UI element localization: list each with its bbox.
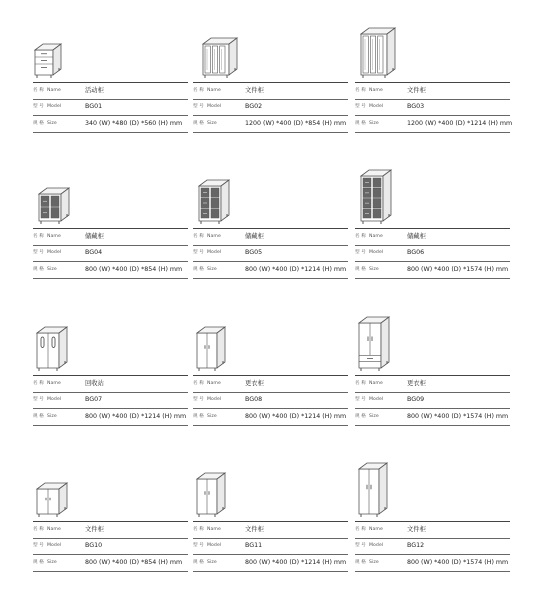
product-model: BG06 <box>407 249 425 256</box>
spec-row-name <box>33 521 188 538</box>
spec-row-model <box>33 392 188 409</box>
product-name: 储藏柜 <box>245 232 264 240</box>
spec-row-name <box>355 521 510 538</box>
product-name: 储藏柜 <box>85 232 104 240</box>
product-name: 储藏柜 <box>407 232 426 240</box>
drawer-storage-icon <box>39 188 69 224</box>
model-label: 型 号 Model <box>355 397 384 402</box>
name-label: 名 称 Name <box>33 233 61 239</box>
size-label: 规 格 Size <box>193 266 217 272</box>
name-label: 名 称 Name <box>193 87 221 93</box>
product-name: 活动柜 <box>85 86 104 94</box>
spec-row-size <box>355 115 513 133</box>
spec-row-name <box>193 375 348 392</box>
spec-row-name <box>33 82 188 99</box>
drawer-storage-icon <box>361 170 391 224</box>
model-label: 型 号 Model <box>193 543 222 548</box>
product-size: 800 (W) *400 (D) *854 (H) mm <box>85 265 183 273</box>
product-size: 1200 (W) *400 (D) *1214 (H) mm <box>407 119 513 127</box>
spec-row-size <box>33 261 188 279</box>
size-label: 规 格 Size <box>193 413 217 419</box>
product-model: BG09 <box>407 396 425 403</box>
spec-row-size <box>355 261 510 279</box>
model-label: 型 号 Model <box>193 104 222 109</box>
spec-row-model <box>33 99 188 116</box>
product-size: 800 (W) *400 (D) *1214 (H) mm <box>245 265 347 273</box>
product-name: 文件柜 <box>85 525 104 533</box>
name-label: 名 称 Name <box>33 380 61 386</box>
size-label: 规 格 Size <box>33 413 57 419</box>
size-label: 规 格 Size <box>355 413 379 419</box>
model-label: 型 号 Model <box>33 543 62 548</box>
spec-row-size <box>33 408 188 426</box>
product-model: BG07 <box>85 396 103 403</box>
recycle-cabinet-icon <box>37 327 67 371</box>
spec-row-size <box>193 554 348 572</box>
spec-row-name <box>33 228 188 245</box>
product-model: BG01 <box>85 103 103 110</box>
name-label: 名 称 Name <box>355 87 383 93</box>
product-size: 800 (W) *400 (D) *1214 (H) mm <box>85 412 187 420</box>
spec-row-model <box>193 538 348 555</box>
product-size: 800 (W) *400 (D) *854 (H) mm <box>85 558 183 566</box>
spec-table <box>33 82 188 133</box>
product-size: 800 (W) *400 (D) *1214 (H) mm <box>245 412 347 420</box>
name-label: 名 称 Name <box>355 233 383 239</box>
spec-row-size <box>355 554 510 572</box>
model-label: 型 号 Model <box>33 104 62 109</box>
product-model: BG10 <box>85 542 103 549</box>
product-name: 文件柜 <box>245 525 264 533</box>
spec-table <box>355 82 513 133</box>
model-label: 型 号 Model <box>355 543 384 548</box>
size-label: 规 格 Size <box>193 120 217 126</box>
spec-table <box>193 521 348 572</box>
product-size: 800 (W) *400 (D) *1574 (H) mm <box>407 265 509 273</box>
product-name: 回收站 <box>85 379 104 387</box>
product-name: 文件柜 <box>407 525 426 533</box>
product-model: BG12 <box>407 542 425 549</box>
size-label: 规 格 Size <box>193 559 217 565</box>
size-label: 规 格 Size <box>355 266 379 272</box>
spec-row-size <box>33 554 188 572</box>
model-label: 型 号 Model <box>33 397 62 402</box>
product-name: 更衣柜 <box>407 379 426 387</box>
name-label: 名 称 Name <box>33 526 61 532</box>
spec-table <box>33 375 188 426</box>
spec-table <box>193 375 348 426</box>
spec-row-model <box>193 245 348 262</box>
model-label: 型 号 Model <box>355 250 384 255</box>
spec-row-size <box>355 408 510 426</box>
wardrobe-with-drawer-icon <box>359 317 389 371</box>
spec-row-model <box>33 538 188 555</box>
product-size: 340 (W) *480 (D) *560 (H) mm <box>85 119 183 127</box>
product-model: BG05 <box>245 249 263 256</box>
size-label: 规 格 Size <box>355 120 379 126</box>
mobile-pedestal-icon <box>35 44 61 78</box>
spec-row-model <box>355 245 510 262</box>
spec-row-size <box>193 408 348 426</box>
size-label: 规 格 Size <box>33 120 57 126</box>
product-model: BG02 <box>245 103 263 110</box>
low-glass-bookcase-icon <box>203 38 237 78</box>
name-label: 名 称 Name <box>193 526 221 532</box>
name-label: 名 称 Name <box>33 87 61 93</box>
spec-row-size <box>193 261 348 279</box>
model-label: 型 号 Model <box>355 104 384 109</box>
spec-table <box>355 228 510 279</box>
spec-table <box>33 521 188 572</box>
product-size: 800 (W) *400 (D) *1214 (H) mm <box>245 558 347 566</box>
spec-row-model <box>355 99 510 116</box>
spec-row-model <box>355 392 510 409</box>
drawer-storage-icon <box>199 180 229 224</box>
spec-row-size <box>33 115 188 133</box>
product-size: 1200 (W) *400 (D) *854 (H) mm <box>245 119 347 127</box>
two-door-cabinet-icon <box>37 483 67 517</box>
spec-row-name <box>355 375 510 392</box>
product-model: BG04 <box>85 249 103 256</box>
spec-row-model <box>355 538 510 555</box>
spec-row-name <box>193 521 348 538</box>
product-model: BG03 <box>407 103 425 110</box>
product-model: BG08 <box>245 396 263 403</box>
spec-table <box>33 228 188 279</box>
name-label: 名 称 Name <box>355 526 383 532</box>
spec-table <box>355 375 510 426</box>
spec-row-model <box>193 392 348 409</box>
spec-row-name <box>355 82 510 99</box>
product-name: 更衣柜 <box>245 379 264 387</box>
spec-table <box>355 521 510 572</box>
size-label: 规 格 Size <box>33 559 57 565</box>
product-size: 800 (W) *400 (D) *1574 (H) mm <box>407 412 509 420</box>
product-name: 文件柜 <box>245 86 264 94</box>
spec-row-model <box>33 245 188 262</box>
product-name: 文件柜 <box>407 86 426 94</box>
spec-table <box>193 82 348 133</box>
model-label: 型 号 Model <box>193 397 222 402</box>
spec-row-name <box>33 375 188 392</box>
wardrobe-icon <box>197 327 225 371</box>
product-size: 800 (W) *400 (D) *1574 (H) mm <box>407 558 509 566</box>
name-label: 名 称 Name <box>193 233 221 239</box>
spec-row-model <box>193 99 348 116</box>
tall-glass-bookcase-icon <box>361 28 395 78</box>
two-door-cabinet-icon <box>197 473 225 517</box>
spec-row-name <box>193 228 348 245</box>
model-label: 型 号 Model <box>193 250 222 255</box>
name-label: 名 称 Name <box>355 380 383 386</box>
two-door-cabinet-icon <box>359 463 387 517</box>
spec-row-name <box>193 82 348 99</box>
model-label: 型 号 Model <box>33 250 62 255</box>
spec-row-name <box>355 228 510 245</box>
spec-row-size <box>193 115 348 133</box>
size-label: 规 格 Size <box>33 266 57 272</box>
spec-table <box>193 228 348 279</box>
name-label: 名 称 Name <box>193 380 221 386</box>
size-label: 规 格 Size <box>355 559 379 565</box>
product-model: BG11 <box>245 542 263 549</box>
